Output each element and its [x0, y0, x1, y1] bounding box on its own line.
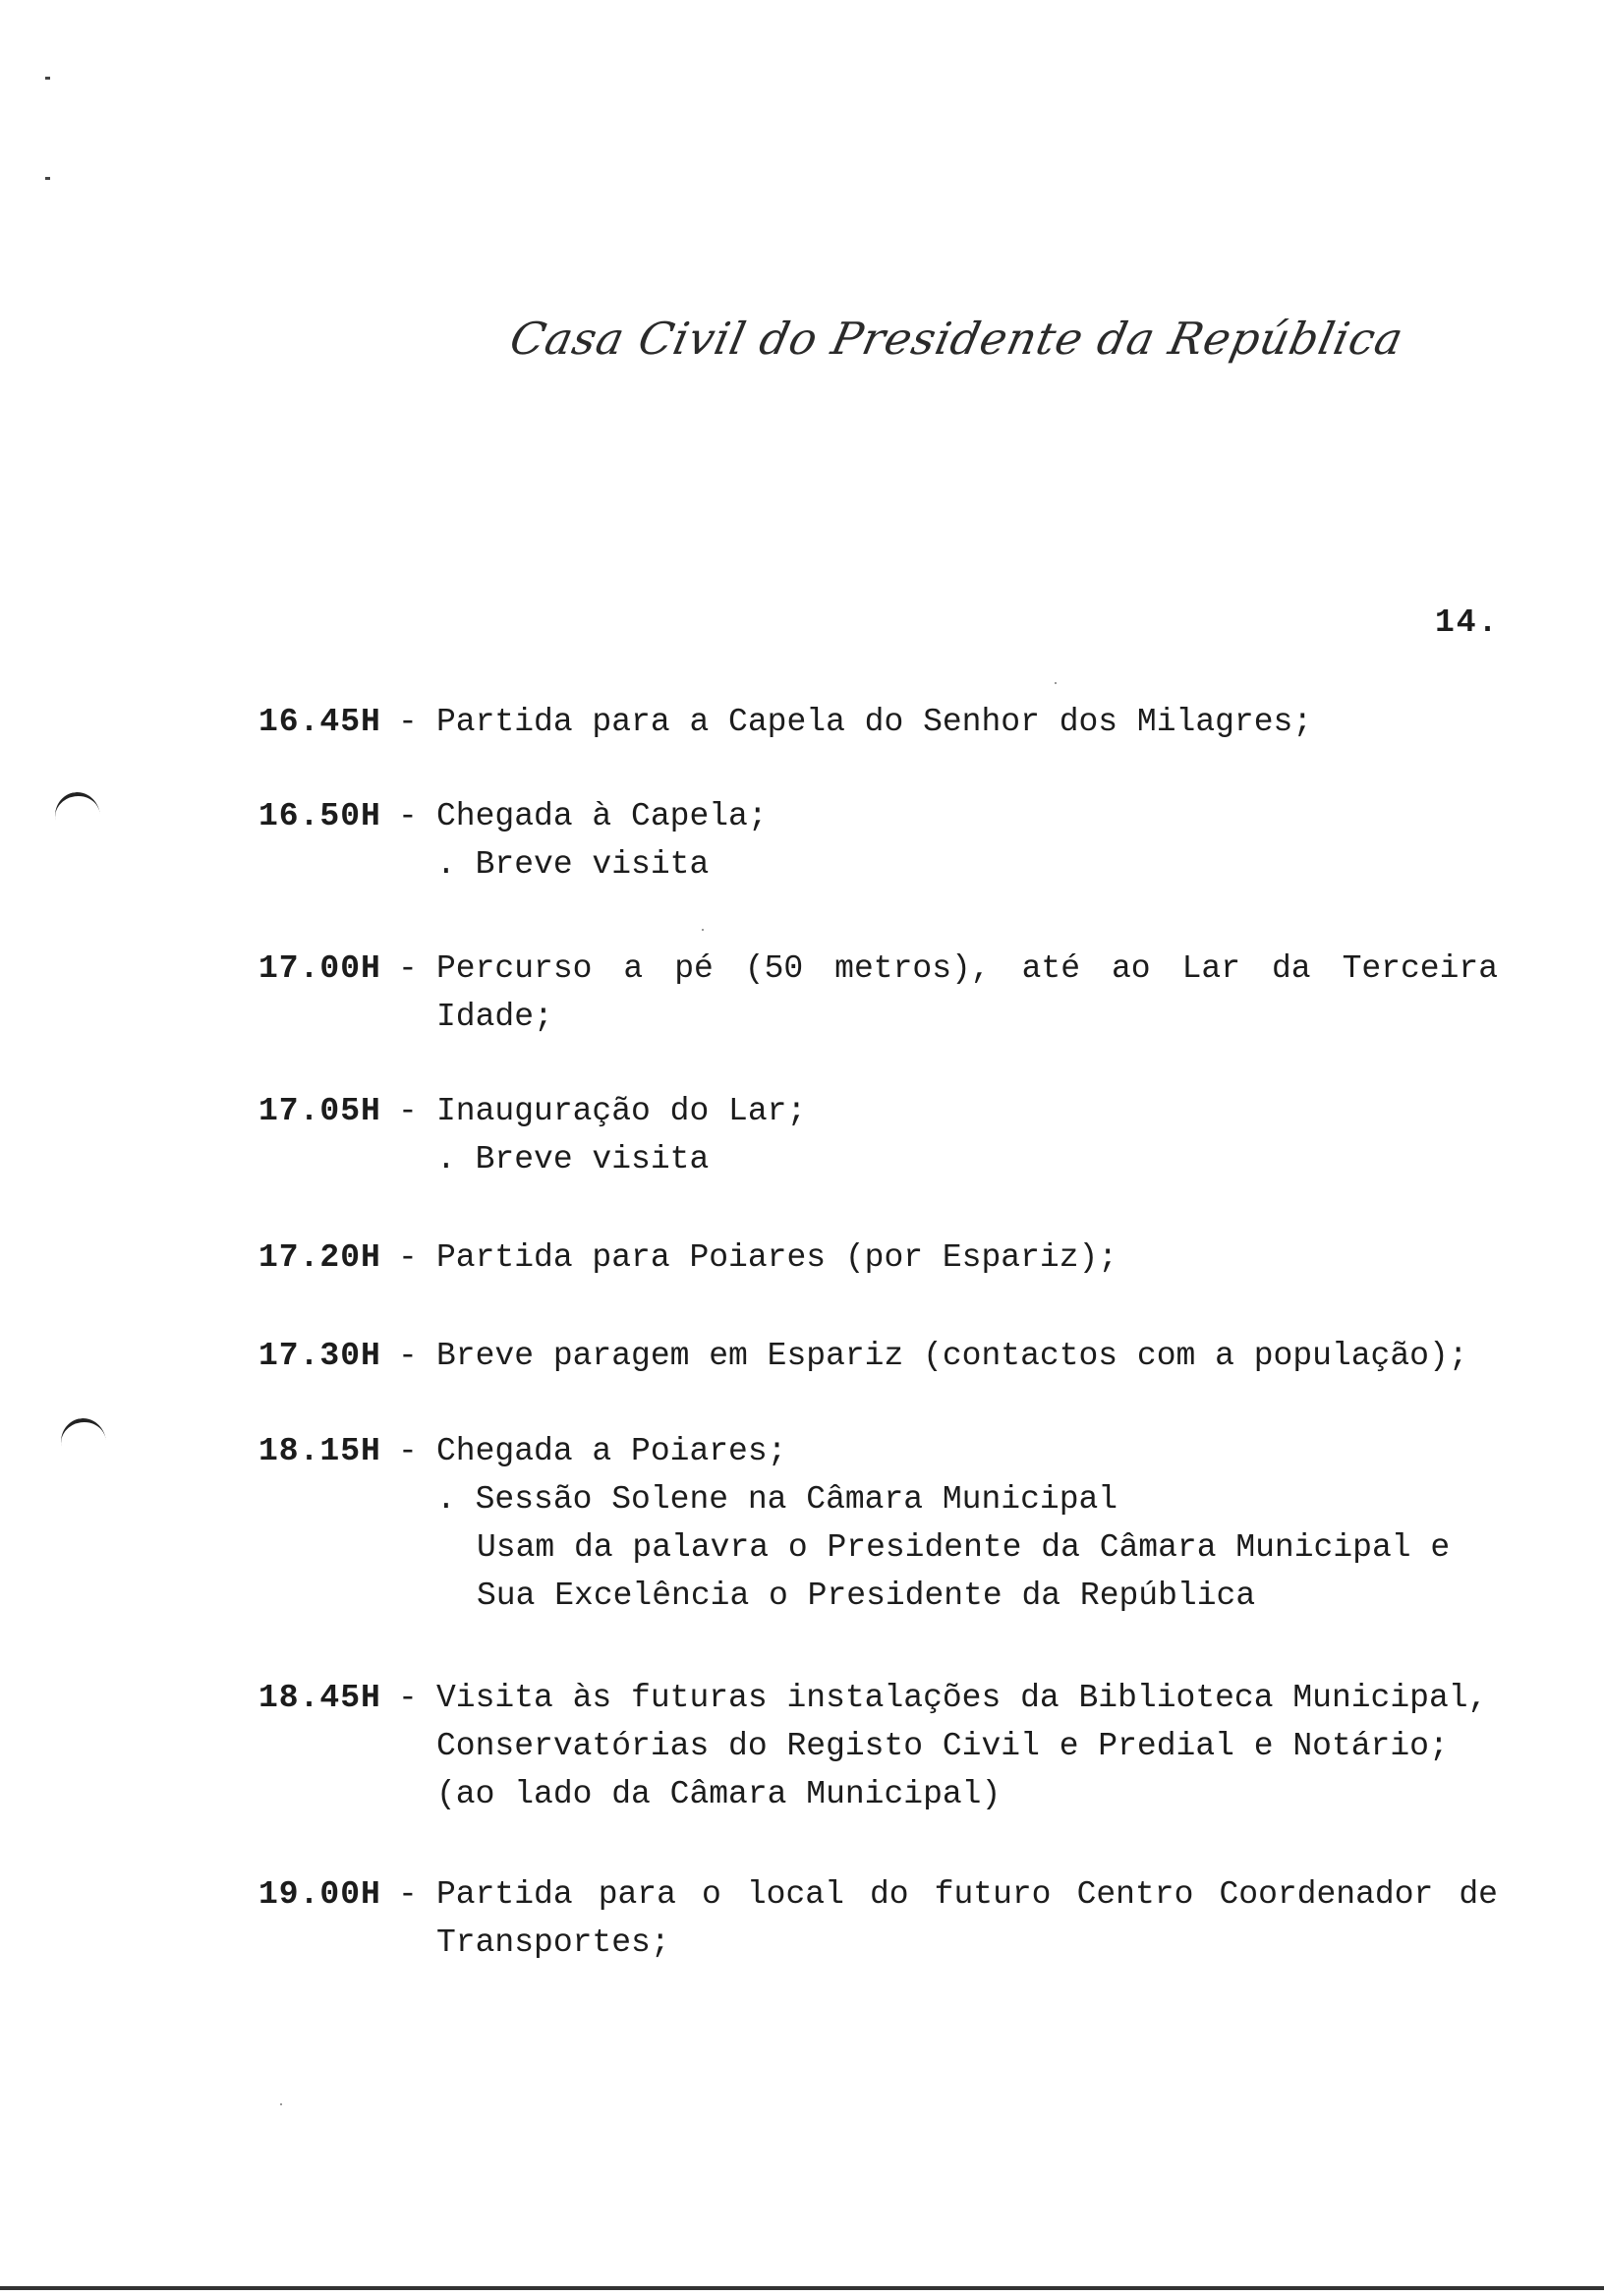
entry-dash: - [398, 1093, 418, 1129]
entry-time: 18.15H [258, 1433, 381, 1469]
scan-speck [280, 2103, 282, 2105]
entry-line: Breve paragem em Espariz (contactos com a população); [436, 1338, 1468, 1374]
entry-description [436, 1870, 1498, 1967]
entry-time: 17.20H [258, 1239, 381, 1276]
scan-speck [1055, 682, 1057, 684]
entry-subline: Sua Excelência o Presidente da República [477, 1578, 1256, 1614]
page-number: 14. [1435, 604, 1500, 641]
entry-subline: Usam da palavra o Presidente da Câmara Municipal e [477, 1529, 1451, 1566]
entry-dash: - [398, 950, 418, 987]
entry-time: 16.50H [258, 798, 381, 834]
entry-description [436, 1087, 1498, 1183]
entry-dash: - [398, 1338, 418, 1374]
entry-line: Idade; [436, 999, 553, 1035]
entry-line: Partida para a Capela do Senhor dos Milagres; [436, 704, 1313, 740]
entry-line: Inauguração do Lar; [436, 1093, 807, 1129]
entry-subline: . Breve visita [436, 846, 710, 883]
entry-dash: - [398, 798, 418, 834]
entry-time: 16.45H [258, 704, 381, 740]
entry-description [436, 945, 1498, 1041]
bottom-edge-line [0, 2286, 1604, 2290]
entry-time: 17.30H [258, 1338, 381, 1374]
letterhead-script: Casa Civil do Presidente da República [505, 313, 1408, 365]
entry-dash: - [398, 1680, 418, 1716]
entry-description [436, 1234, 1498, 1282]
entry-dash: - [398, 1876, 418, 1913]
entry-description [436, 792, 1498, 889]
entry-description [436, 1427, 1498, 1620]
entry-subline: . Breve visita [436, 1141, 710, 1177]
entry-time: 19.00H [258, 1876, 381, 1913]
entry-description [436, 698, 1498, 746]
entry-line: Chegada à Capela; [436, 798, 768, 834]
entry-line: Chegada a Poiares; [436, 1433, 787, 1469]
entry-line: Percurso a pé (50 metros), até ao Lar da Terceira [436, 950, 1498, 987]
edge-mark [45, 77, 50, 80]
scan-speck [702, 929, 704, 931]
entry-description [436, 1674, 1498, 1818]
entry-line: Visita às futuras instalações da Biblioteca Municipal, [436, 1680, 1488, 1716]
entry-line: Transportes; [436, 1924, 670, 1961]
entry-time: 17.00H [258, 950, 381, 987]
punch-hole-mark [52, 789, 104, 844]
entry-dash: - [398, 704, 418, 740]
entry-line: (ao lado da Câmara Municipal) [436, 1776, 1002, 1812]
entry-description [436, 1332, 1498, 1380]
entry-line: Conservatórias do Registo Civil e Predial e Notário; [436, 1728, 1449, 1764]
entry-time: 18.45H [258, 1680, 381, 1716]
entry-line: Partida para Poiares (por Espariz); [436, 1239, 1118, 1276]
punch-hole-mark [58, 1415, 110, 1470]
entry-subline: . Sessão Solene na Câmara Municipal [436, 1481, 1118, 1518]
entry-dash: - [398, 1433, 418, 1469]
edge-mark [45, 177, 50, 180]
entry-line: Partida para o local do futuro Centro Coordenador de [436, 1876, 1498, 1913]
entry-dash: - [398, 1239, 418, 1276]
entry-time: 17.05H [258, 1093, 381, 1129]
